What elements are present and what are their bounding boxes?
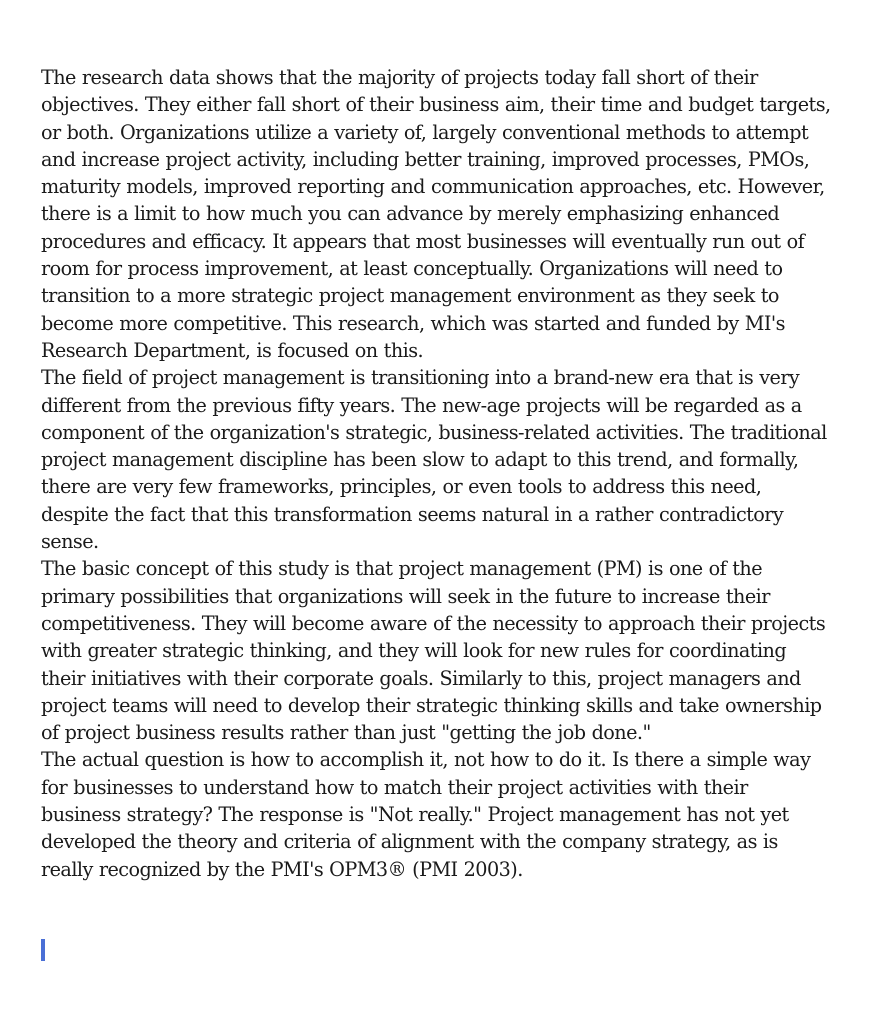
paragraph-3: The basic concept of this study is that project management (PM) is one of the primary possibilities that organizations will seek in the future to increase their competitiveness. They will become aware of the necessity to approach their projects with greater strategic thinking, and they will look for new rules for coordinating their initiatives with their corporate goals. Similarly to this, project managers and project teams will need to develop their strategic thinking skills and take ownership of project business results rather than just "getting the job done." bbox=[41, 557, 826, 745]
paragraph-4: The actual question is how to accomplish it, not how to do it. Is there a simple way for businesses to understand how to match their project activities with their business strategy? The response is "Not really." Project management has not yet developed the theory and criteria of alignment with the company strategy, as is really recognized by the PMI's OPM3® (PMI 2003). bbox=[41, 748, 811, 881]
paragraph-1: The research data shows that the majority of projects today fall short of their objectives. They either fall short of their business aim, their time and budget targets, or both. Organizations utilize a variety of, largely conventional methods to attempt and increase project activity, including better training, improved processes, PMOs, maturity models, improved reporting and communication approaches, etc. However, there is a limit to how much you can advance by merely emphasizing enhanced procedures and efficacy. It appears that most businesses will eventually run out of room for process improvement, at least conceptually. Organizations will need to transition to a more strategic project management environment as they seek to become more competitive. This research, which was started and funded by MI's Research Department, is focused on this. bbox=[41, 66, 831, 362]
text-cursor bbox=[41, 939, 45, 961]
document-body[interactable] bbox=[41, 64, 831, 883]
paragraph-2: The field of project management is transitioning into a brand-new era that is very different from the previous fifty years. The new-age projects will be regarded as a component of the organization's strategic, business-related activities. The traditional project management discipline has been slow to adapt to this trend, and formally, there are very few frameworks, principles, or even tools to address this need, despite the fact that this transformation seems natural in a rather contradictory sense. bbox=[41, 366, 827, 554]
